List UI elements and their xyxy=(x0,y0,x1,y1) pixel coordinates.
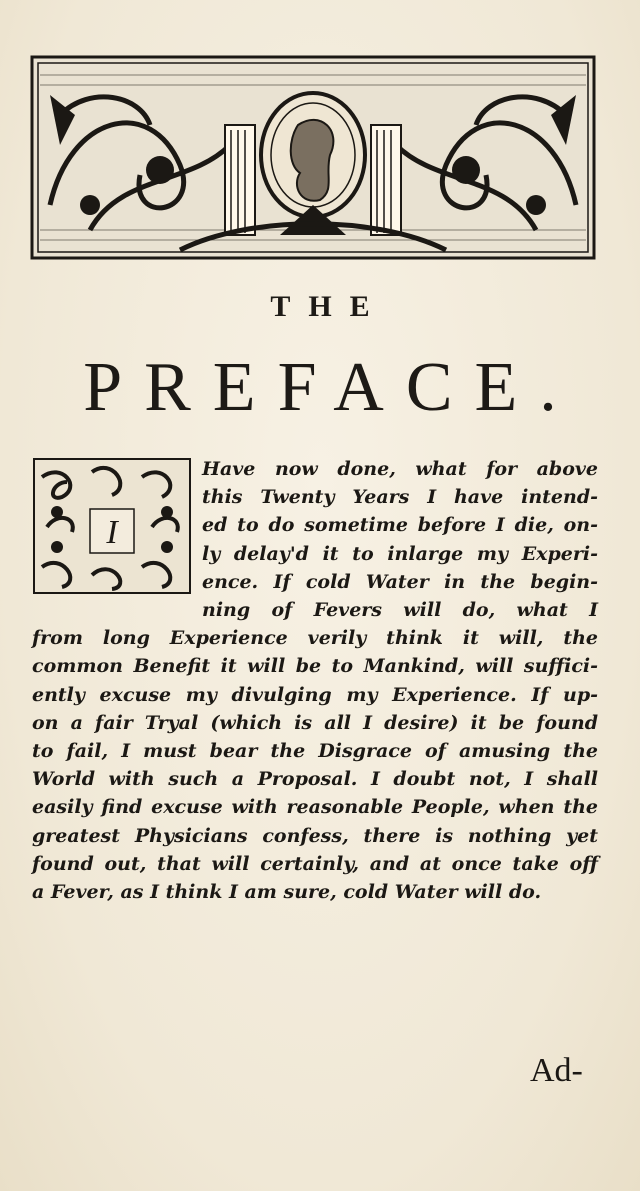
page-title: PREFACE. xyxy=(83,349,579,426)
body-line: ed to do sometime before I die, on- xyxy=(202,514,598,537)
body-line: common Benefit it will be to Mankind, will suffici- xyxy=(32,655,598,678)
body-line: ning of Fevers will do, what I xyxy=(202,599,598,622)
body-line: this Twenty Years I have intend- xyxy=(202,486,598,509)
ornamental-headpiece xyxy=(30,55,596,260)
body-line: ence. If cold Water in the begin- xyxy=(202,570,598,593)
body-line: World with such a Proposal. I doubt not, I shall xyxy=(32,768,598,791)
body-line: Have now done, what for above xyxy=(202,458,598,480)
body-line: ly delay'd it to inlarge my Experi- xyxy=(202,542,598,565)
body-line: to fail, I must bear the Disgrace of amusing the xyxy=(32,740,598,763)
catchword: Ad- xyxy=(530,1052,583,1089)
body-line: greatest Physicians confess, there is nothing yet xyxy=(32,824,598,847)
body-line: ently excuse my divulging my Experience. If up- xyxy=(32,683,598,706)
body-line: easily find excuse with reasonable People, when the xyxy=(32,796,598,819)
body-line: found out, that will certainly, and at once take off xyxy=(32,852,598,875)
body-line: a Fever, as I think I am sure, cold Water will do. xyxy=(32,881,542,904)
body-line: on a fair Tryal (which is all I desire) it be found xyxy=(32,711,598,734)
body-line: from long Experience verily think it will, the xyxy=(32,627,598,650)
preface-body xyxy=(32,455,598,906)
drop-initial-letter: I xyxy=(106,514,118,551)
heading-the: THE xyxy=(270,290,388,323)
headpiece-ornament-icon xyxy=(30,55,596,260)
